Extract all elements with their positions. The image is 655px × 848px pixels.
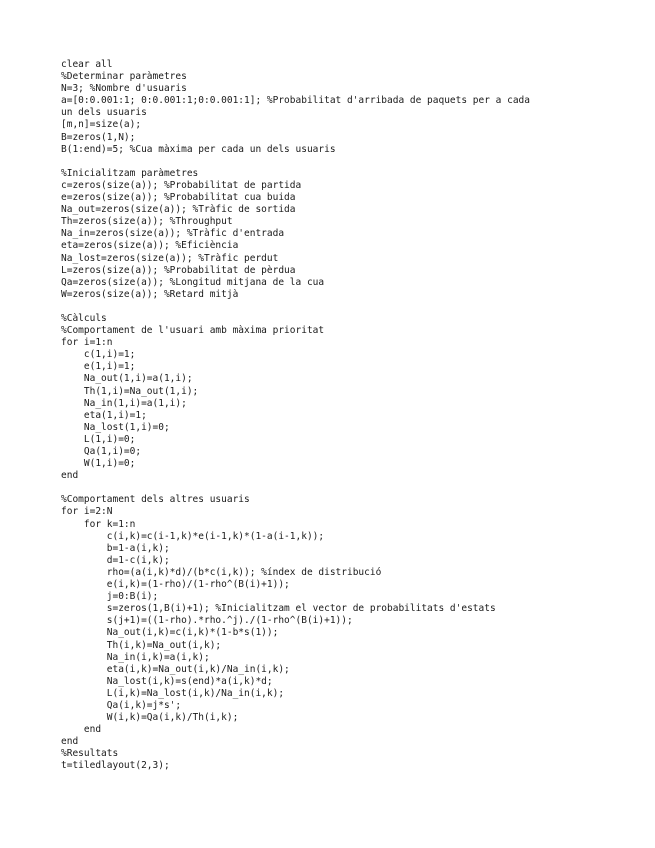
code-line: a=[0:0.001:1; 0:0.001:1;0:0.001:1]; %Probabilitat d'arribada de paquets per a cada — [61, 95, 530, 107]
code-line: end — [61, 736, 79, 748]
code-line: W(i,k)=Qa(i,k)/Th(i,k); — [61, 712, 239, 724]
code-line: Na_out(1,i)=a(1,i); — [61, 373, 193, 385]
code-line: Na_lost=zeros(size(a)); %Tràfic perdut — [61, 252, 279, 264]
code-line: Na_lost(i,k)=s(end)*a(i,k)*d; — [61, 675, 273, 687]
code-line: eta=zeros(size(a)); %Eficiència — [61, 240, 239, 252]
code-line: Th=zeros(size(a)); %Throughput — [61, 216, 233, 228]
code-line: Na_out(i,k)=c(i,k)*(1-b*s(1)); — [61, 627, 279, 639]
code-line: N=3; %Nombre d'usuaris — [61, 83, 187, 95]
code-line: for i=1:n — [61, 337, 113, 349]
code-line: L=zeros(size(a)); %Probabilitat de pèrdua — [61, 264, 296, 276]
code-line: clear all — [61, 59, 113, 70]
code-listing — [61, 59, 646, 773]
code-line: Na_out=zeros(size(a)); %Tràfic de sortida — [61, 204, 296, 216]
code-line: Th(i,k)=Na_out(i,k); — [61, 639, 222, 651]
code-line: j=0:B(i); — [61, 591, 159, 603]
code-line: Qa(i,k)=j*s'; — [61, 699, 182, 711]
code-line: e=zeros(size(a)); %Probabilitat cua buida — [61, 192, 296, 204]
code-line: %Inicialitzam paràmetres — [61, 167, 199, 179]
code-line: b=1-a(i,k); — [61, 542, 170, 554]
code-line: Na_lost(1,i)=0; — [61, 421, 170, 433]
code-line: end — [61, 470, 79, 482]
code-line: B(1:end)=5; %Cua màxima per cada un dels usuaris — [61, 143, 336, 155]
code-line: Qa=zeros(size(a)); %Longitud mitjana de la cua — [61, 276, 325, 288]
code-line: rho=(a(i,k)*d)/(b*c(i,k)); %índex de distribució — [61, 566, 382, 578]
code-line: eta(i,k)=Na_out(i,k)/Na_in(i,k); — [61, 663, 290, 675]
code-line: c(i,k)=c(i-1,k)*e(i-1,k)*(1-a(i-1,k)); — [61, 530, 325, 542]
code-line: for k=1:n — [61, 518, 136, 530]
code-line: for i=2:N — [61, 506, 113, 518]
code-line: t=tiledlayout(2,3); — [61, 760, 170, 772]
code-line: %Determinar paràmetres — [61, 71, 187, 83]
code-line: s=zeros(1,B(i)+1); %Inicialitzam el vector de probabilitats d'estats — [61, 603, 496, 615]
code-line: Na_in(1,i)=a(1,i); — [61, 397, 187, 409]
code-line: c=zeros(size(a)); %Probabilitat de partida — [61, 179, 302, 191]
code-line: L(i,k)=Na_lost(i,k)/Na_in(i,k); — [61, 687, 285, 699]
code-line: e(1,i)=1; — [61, 361, 136, 373]
code-line: Qa(1,i)=0; — [61, 446, 142, 457]
code-line: Na_in(i,k)=a(i,k); — [61, 651, 210, 663]
code-line: %Comportament de l'usuari amb màxima prioritat — [61, 325, 325, 337]
code-line: B=zeros(1,N); — [61, 131, 136, 143]
code-line — [61, 156, 646, 168]
code-line: W(1,i)=0; — [61, 458, 136, 470]
code-line: L(1,i)=0; — [61, 433, 136, 445]
code-line: un dels usuaris — [61, 107, 147, 119]
code-line: Th(1,i)=Na_out(1,i); — [61, 385, 199, 397]
code-line: d=1-c(i,k); — [61, 554, 170, 566]
code-line: e(i,k)=(1-rho)/(1-rho^(B(i)+1)); — [61, 579, 290, 591]
code-line: %Comportament dels altres usuaris — [61, 494, 250, 506]
code-line — [61, 482, 646, 494]
code-line: end — [61, 724, 102, 736]
code-line: %Càlculs — [61, 312, 107, 324]
code-line: [m,n]=size(a); — [61, 119, 142, 131]
code-line: c(1,i)=1; — [61, 349, 136, 361]
code-line: eta(1,i)=1; — [61, 409, 147, 421]
code-line — [61, 301, 646, 313]
code-line: W=zeros(size(a)); %Retard mitjà — [61, 288, 239, 300]
code-line: Na_in=zeros(size(a)); %Tràfic d'entrada — [61, 228, 285, 240]
code-line: s(j+1)=((1-rho).*rho.^j)./(1-rho^(B(i)+1)); — [61, 615, 353, 627]
code-line: %Resultats — [61, 748, 119, 760]
